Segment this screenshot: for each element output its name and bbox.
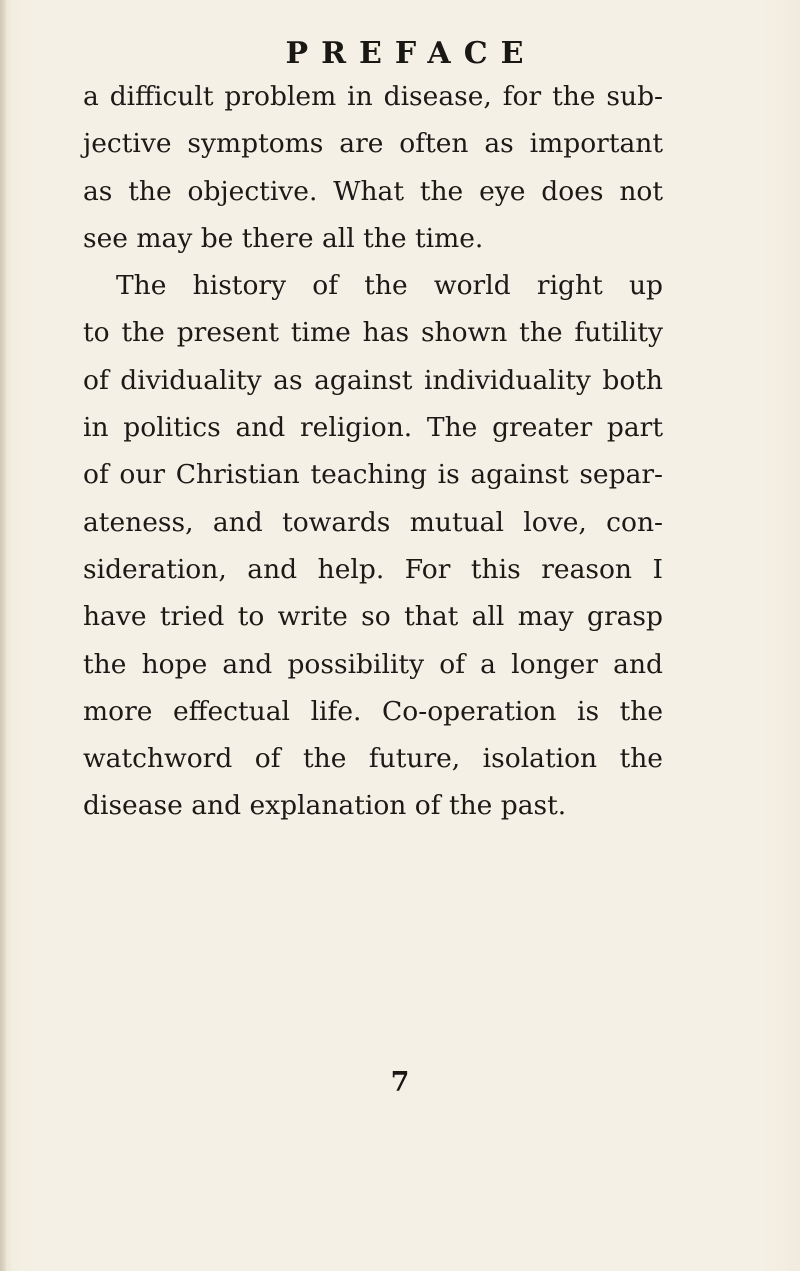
text-line: sideration, and help. For this reason I [83, 553, 663, 585]
text-line: the hope and possibility of a longer and [83, 648, 663, 680]
text-line: a difficult problem in disease, for the sub- [83, 81, 663, 112]
text-line: in politics and religion. The greater part [83, 412, 663, 444]
text-line: have tried to write so that all may grasp [83, 601, 663, 633]
text-line: watchword of the future, isolation the [83, 743, 663, 775]
running-head: PREFACE [285, 36, 537, 71]
text-line: of our Christian teaching is against separ- [83, 459, 663, 491]
text-line: ateness, and towards mutual love, con- [83, 506, 663, 538]
text-line: disease and explanation of the past. [83, 790, 567, 822]
text-line: of dividuality as against individuality both [83, 364, 663, 396]
page-number: 7 [390, 1067, 410, 1098]
body-text [83, 73, 663, 830]
text-line: jective symptoms are often as important [83, 128, 663, 160]
text-line: see may be there all the time. [83, 222, 484, 254]
text-line: to the present time has shown the futility [83, 317, 663, 349]
text-line: as the objective. What the eye does not [83, 175, 663, 207]
text-line: more effectual life. Co-operation is the [83, 695, 663, 727]
text-line: The history of the world right up [116, 270, 663, 302]
